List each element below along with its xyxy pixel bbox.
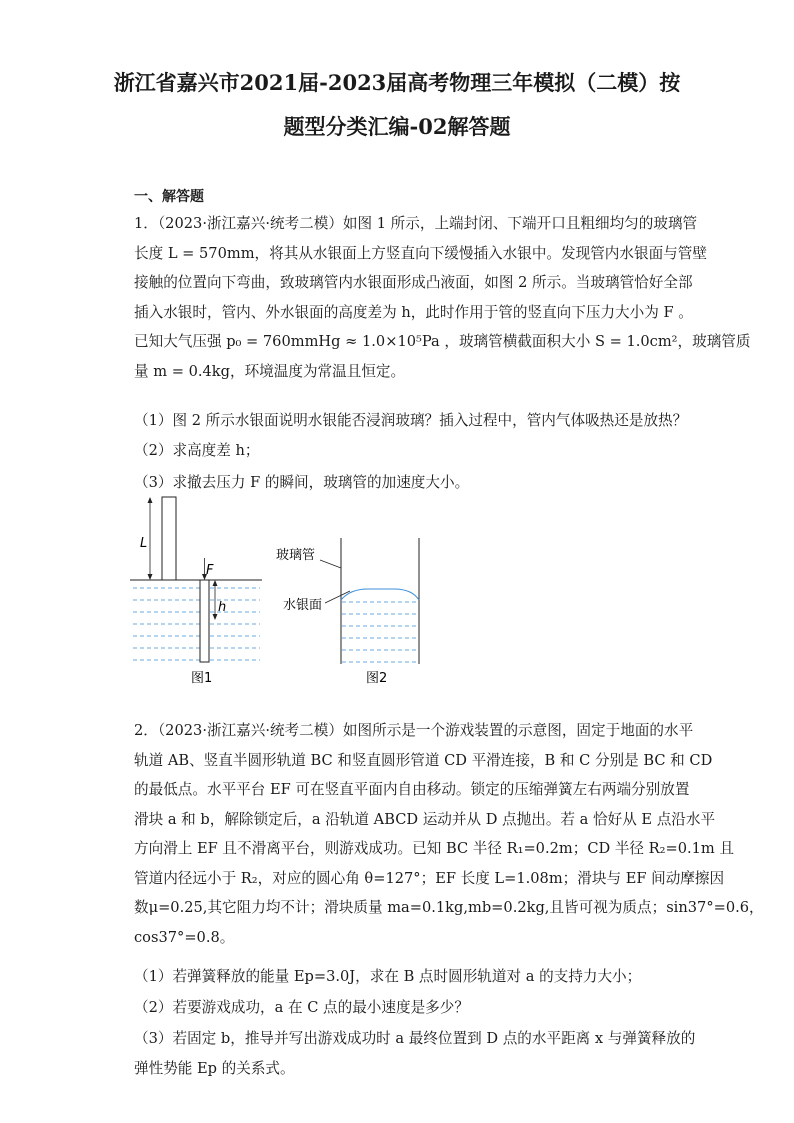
document-title-line-2: 题型分类汇编-02解答题 [283, 114, 511, 139]
section-heading: 一、解答题 [134, 189, 204, 205]
label-F: F [206, 563, 214, 578]
question-1-line: 已知大气压强 p₀ = 760mmHg ≈ 1.0×10⁵Pa ，玻璃管横截面积大小 S = 1.0cm²，玻璃管质 [134, 333, 751, 350]
glass-tube-above [162, 497, 176, 580]
question-2-line: 滑块 a 和 b，解除锁定后，a 沿轨道 ABCD 运动并从 D 点抛出。若 a 恰好从 E 点沿水平 [134, 810, 716, 828]
question-2-line: 2．（2023·浙江嘉兴·统考二模）如图所示是一个游戏装置的示意图，固定于地面的水平 [134, 722, 694, 739]
question-1-line: 量 m = 0.4kg，环境温度为常温且恒定。 [134, 362, 406, 380]
question-1-line: 接触的位置向下弯曲，致玻璃管内水银面形成凸液面，如图 2 所示。当玻璃管恰好全部 [134, 274, 693, 291]
question-2-line: 管道内径远小于 R₂，对应的圆心角 θ=127°；EF 长度 L=1.08m；滑块与 EF 间动摩擦因 [134, 869, 725, 887]
question-1-part-1: （1）图 2 所示水银面说明水银能否浸润玻璃？插入过程中，管内气体吸热还是放热？ [134, 412, 688, 429]
question-2-line: 轨道 AB、竖直半圆形轨道 BC 和竖直圆形管道 CD 平滑连接，B 和 C 分别是 BC 和 CD [134, 751, 713, 769]
question-1-figure [128, 492, 428, 692]
label-mercury-surface: 水银面 [283, 598, 323, 613]
question-1-part-2: （2）求高度差 h； [134, 442, 260, 459]
label-h: h [218, 600, 227, 615]
figure-1-caption: 图1 [191, 671, 213, 686]
question-2-line: cos37°=0.8。 [134, 928, 235, 946]
question-2-stem [134, 716, 764, 952]
figure-2 [276, 538, 419, 686]
question-1-line: 1．（2023·浙江嘉兴·统考二模）如图 1 所示，上端封闭、下端开口且粗细均匀的玻璃管 [134, 215, 698, 232]
figure-1 [130, 497, 262, 686]
convex-mercury-surface [341, 589, 419, 600]
question-2-part-2: （2）若要游戏成功，a 在 C 点的最小速度是多少？ [134, 999, 469, 1016]
question-2-part-3-line: （3）若固定 b，推导并写出游戏成功时 a 最终位置到 D 点的水平距离 x 与弹簧释放的 [134, 1030, 696, 1047]
question-1-line: 长度 L = 570mm，将其从水银面上方竖直向下缓慢插入水银中。发现管内水银面与管壁 [134, 244, 707, 262]
glass-tube-submerged [200, 580, 209, 662]
question-2-part-1: （1）若弹簧释放的能量 Ep=3.0J，求在 B 点时圆形轨道对 a 的支持力大小； [134, 968, 642, 985]
figure-2-caption: 图2 [366, 671, 388, 686]
question-2-line: 的最低点。水平平台 EF 可在竖直平面内自由移动。锁定的压缩弹簧左右两端分别放置 [134, 781, 690, 798]
question-1-line: 插入水银时，管内、外水银面的高度差为 h，此时作用于管的竖直向下压力大小为 F 。 [134, 303, 693, 321]
question-2-part-3 [134, 1027, 695, 1078]
question-2-line: 数μ=0.25,其它阻力均不计；滑块质量 ma=0.1kg,mb=0.2kg,且皆可视为质点；sin37°=0.6， [134, 899, 764, 916]
question-2-line: 方向滑上 EF 且不滑离平台，则游戏成功。已知 BC 半径 R₁=0.2m；CD 半径 R₂=0.1m 且 [134, 840, 734, 857]
question-1-stem [134, 209, 751, 386]
question-2-part-3-line: 弹性势能 Ep 的关系式。 [134, 1060, 295, 1077]
label-L: L [140, 536, 148, 551]
label-glass-tube: 玻璃管 [276, 548, 316, 563]
question-1-part-3: （3）求撤去压力 F 的瞬间，玻璃管的加速度大小。 [134, 474, 470, 491]
document-title-line-1: 浙江省嘉兴市2021届-2023届高考物理三年模拟（二模）按 [113, 70, 681, 95]
